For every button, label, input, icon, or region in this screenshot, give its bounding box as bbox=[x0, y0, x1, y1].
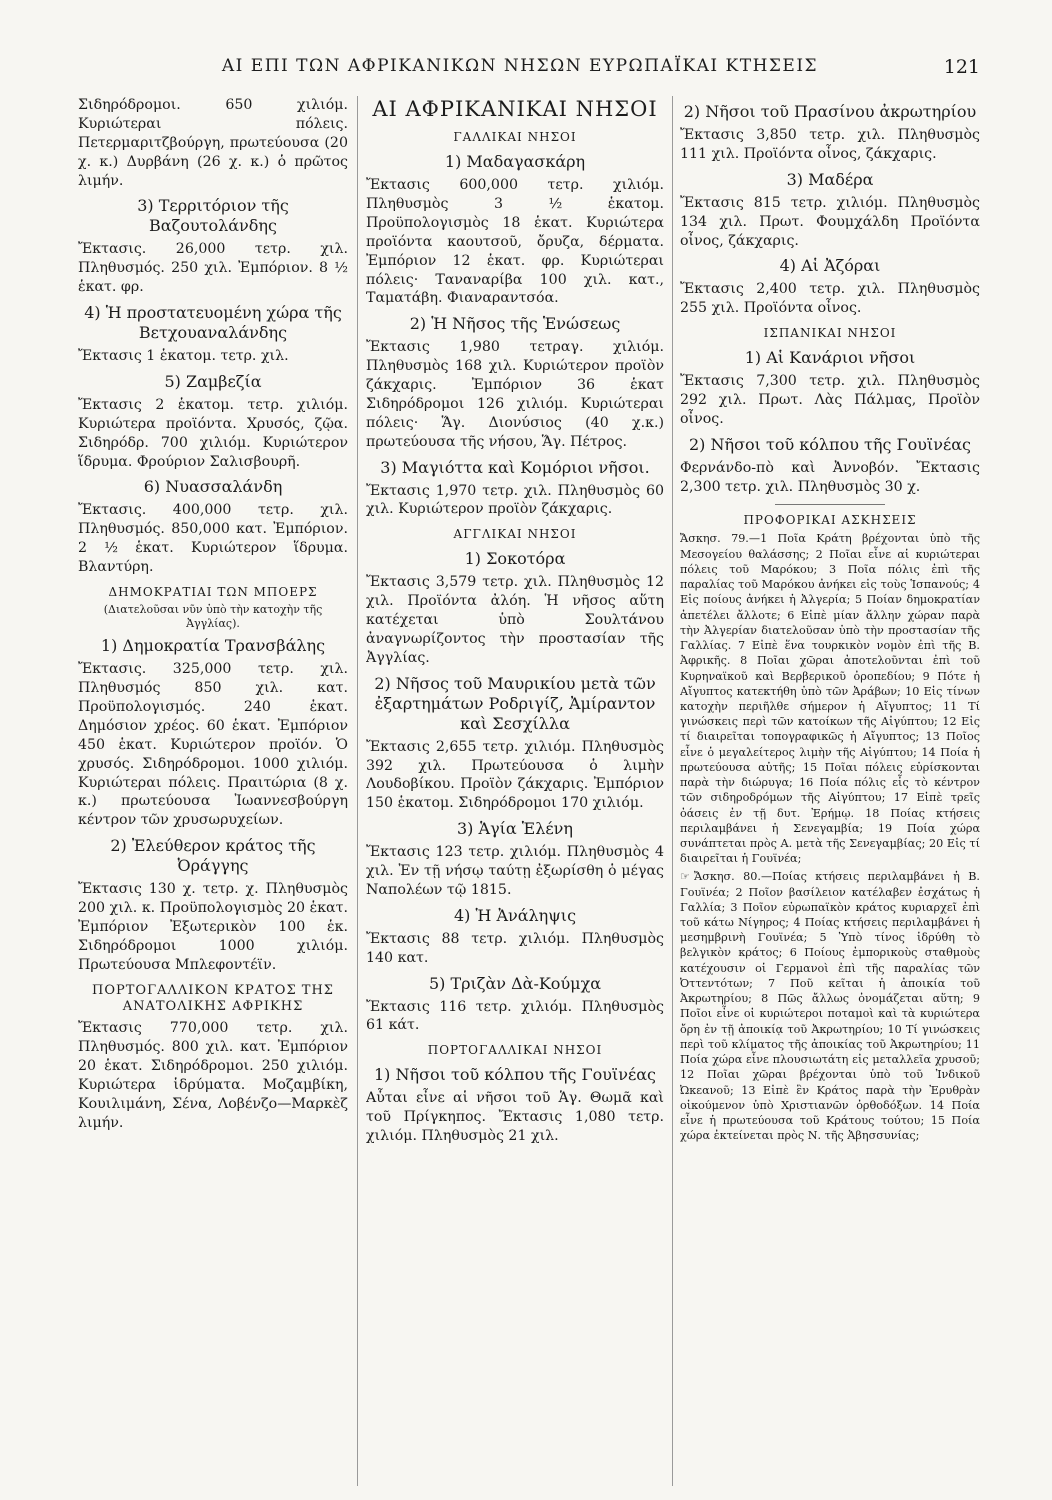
section-title-madeira: 3) Μαδέρα bbox=[786, 169, 874, 189]
column-middle bbox=[366, 96, 664, 1491]
section-title-basutoland: 3) Τερριτόριον τῆς Βαζουτολάνδης bbox=[137, 196, 289, 236]
heading-portuguese-islands: ΠΟΡΤΟΓΑΛΛΙΚΑΙ ΝΗΣΟΙ bbox=[427, 1043, 603, 1058]
paragraph-bechuanaland: Ἔκτασις 1 ἑκατομ. τετρ. χιλ. bbox=[78, 348, 289, 364]
exercise-79-text: —1 Ποῖα Κράτη βρέχονται ὑπὸ τῆς Μεσογείου θαλάσσης; 2 Ποῖαι εἶνε αἱ κυριώτεραι πόλεις τοῦ Μαρόκου; 3 Ποῖα πόλις ἐπὶ τῆς παραλίας τοῦ Μαρόκου ἀνήκει εἰς τοὺς Ἱσπανούς; 4 Εἰς ποίους ἀνήκει ἡ Ἀλγερία; 5 Ποίαν δημοκρατίαν ἀπετέλει ἄλλοτε; 6 Εἰπὲ μίαν ἄλλην χώραν παρὰ τὴν Ἀλγερίαν διατελοῦσαν ὑπὸ τὴν προστασίαν τῆς Γαλλίας. 7 Εἰπὲ ἕνα τουρκικὸν νομὸν ἐπὶ τῆς Β. Ἀφρικῆς. 8 Ποῖαι χῶραι ἀποτελοῦνται ἐπὶ τοῦ Κυρηναϊκοῦ καὶ Βερβερικοῦ ὀροπεδίου; 9 Πότε ἡ Αἴγυπτος κατεκτήθη ὑπὸ τῶν Ἀράβων; 10 Εἰς τίνων κατοχὴν περιῆλθε σήμερον ἡ Αἴγυπτος; 11 Τί γινώσκεις περὶ τῶν κατοίκων τῆς Αἰγύπτου; 12 Εἰς τί διαιρεῖται τοπογραφικῶς ἡ Αἴγυπτος; 13 Ποῖος εἶνε ὁ μεγαλείτερος λιμὴν τῆς Αἰγύπτου; 14 Ποία ἡ πρωτεύουσα αὐτῆς; 15 Ποῖαι πόλεις εὑρίσκονται παρὰ τὴν διώρυγα; 16 Ποία πόλις εἶς τὸ κέντρον τῶν σιδηροδρόμων τῆς Αἰγύπτου; 17 Εἰπὲ τρεῖς ὀάσεις ἐν τῇ δυτ. Ἐρήμῳ. 18 Ποίας κτήσεις περιλαμβάνει ἡ Σενεγαμβία; 19 Ποία χώρα συνάπτεται πρὸς Α. μετὰ τῆς Σενεγαμβίας; 20 Εἰς τί διαιρεῖται ἡ Γουϊνέα; bbox=[680, 532, 980, 866]
exercise-79-label: Ἄσκησ. 79. bbox=[680, 532, 749, 546]
paragraph-madagascar: Ἔκτασις 600,000 τετρ. χιλιόμ. Πληθυσμὸς 3 ½ ἑκατομ. Προϋπολογισμὸς 18 ἑκατ. Κυριώτερα προϊόντα καουτσοῦ, ὄρυζα, δέρματα. Ἐμπόριον 12 ἑκατ. φρ. Κυριώτεραι πόλεις· Ταναναρίβα 100 χιλ. κατ., Ταματάβη. Φιαναραντσόα. bbox=[366, 177, 664, 307]
exercise-80-text: —Ποίας κτήσεις περιλαμβάνει ἡ Β. Γουϊνέα; 2 Ποῖον βασίλειον κατέλαβεν ἐσχάτως ἡ Γαλλία; 3 Ποῖον εὐρωπαϊκὸν κράτος κυριαρχεῖ ἐπὶ τοῦ κάτω Νίγηρος; 4 Ποίας κτήσεις περιλαμβάνει ἡ μεσημβρινὴ Γουϊνέα; 5 Ὑπὸ τίνος ἱδρύθη τὸ βελγικὸν κράτος; 6 Ποίους ἐμπορικοὺς σταθμοὺς κατέχουσιν οἱ Γερμανοὶ ἐπὶ τῆς παραλίας τῶν Ὀττεντότων; 7 Ποῦ κεῖται ἡ ἀποικία τοῦ Ἀκρωτηρίου; 8 Πῶς ἄλλως ὀνομάζεται αὕτη; 9 Ποῖοι εἶνε οἱ κυριώτεροι ποταμοὶ καὶ τὰ κυριώτερα ὄρη ἐν τῇ ἀποικίᾳ τοῦ Ἀκρωτηρίου; 10 Τί γινώσκεις περὶ τοῦ κλίματος τῆς ἀποικίας τοῦ Ἀκρωτηρίου; 11 Ποία χώρα εἶνε πλουσιωτάτη εἰς μεταλλεῖα χρυσοῦ; 12 Ποῖαι χῶραι βρέχονται ὑπὸ τοῦ Ἰνδικοῦ Ὠκεανοῦ; 13 Εἰπὲ ἓν Κράτος παρὰ τὴν Ἐρυθρὰν οἰκούμενον ὑπὸ Χριστιανῶν ὀρθοδόξων. 14 Ποία εἶνε ἡ πρωτεύουσα τοῦ Κράτους τούτου; 15 Ποία χώρα ἐκτείνεται πρὸς Ν. τῆς Ἀβησσυνίας; bbox=[680, 869, 980, 1143]
section-title-bechuanaland: 4) Ἡ προστατευομένη χώρα τῆς Βετχουαναλάνδης bbox=[84, 303, 342, 342]
paragraph-zambezia: Ἔκτασις 2 ἑκατομ. τετρ. χιλιόμ. Κυριώτερα προϊόντα. Χρυσός, ζῷα. Σιδηρόδρ. 700 χιλιόμ. Κυριώτερον ἵδρυμα. Φρούριον Σαλισβουρῆ. bbox=[78, 396, 348, 470]
paragraph-gulf-of-guinea-islands: Αὗται εἶνε αἱ νῆσοι τοῦ Ἁγ. Θωμᾶ καὶ τοῦ Πρίγκηπος. Ἔκτασις 1,080 τετρ. χιλιόμ. Πληθυσμὸς 21 χιλ. bbox=[366, 1090, 664, 1144]
section-title-reunion: 2) Ἡ Νῆσος τῆς Ἑνώσεως bbox=[409, 314, 621, 334]
column-right bbox=[680, 96, 980, 1491]
paragraph-ascension: Ἔκτασις 88 τετρ. χιλιόμ. Πληθυσμὸς 140 κατ. bbox=[366, 930, 664, 966]
heading-french-islands: ΓΑΛΛΙΚΑΙ ΝΗΣΟΙ bbox=[453, 130, 577, 145]
paragraph-saint-helena: Ἔκτασις 123 τετρ. χιλιόμ. Πληθυσμὸς 4 χιλ. Ἐν τῇ νήσῳ ταύτῃ ἐξωρίσθη ὁ μέγας Ναπολέων τῷ 1815. bbox=[366, 844, 664, 898]
exercise-80 bbox=[680, 869, 980, 1144]
section-title-transvaal: 1) Δημοκρατία Τρανσβάλης bbox=[100, 636, 326, 656]
paragraph-nyasaland: Ἔκτασις. 400,000 τετρ. χιλ. Πληθυσμός. 850,000 κατ. Ἐμπόριον. 2 ½ ἑκατ. Κυριώτερον ἵδρυμα. Βλαντύρη. bbox=[78, 502, 348, 575]
paragraph-transvaal: Ἔκτασις. 325,000 τετρ. χιλ. Πληθυσμός 850 χιλ. κατ. Προϋπολογισμός. 240 ἑκατ. Δημόσιον χρέος. 60 ἑκατ. Ἐμπόριον 450 ἑκατ. Κυριώτερον προϊόν. Ὁ χρυσός. Σιδηρόδρομοι. 1000 χιλιόμ. Κυριώτεραι πόλεις. Πραιτώρια (8 χ. κ.) πρωτεύουσα Ἰωαννεσβούργη κέντρον τῶν χρυσωρυχείων. bbox=[78, 661, 348, 829]
paragraph-cape-verde: Ἔκτασις 3,850 τετρ. χιλ. Πληθυσμὸς 111 χιλ. Προϊόντα οἶνος, ζάκχαρις. bbox=[680, 127, 980, 162]
paragraph-mayotte-comoros: Ἔκτασις 1,970 τετρ. χιλ. Πληθυσμὸς 60 χιλ. Κυριώτερον προϊὸν ζάκχαρις. bbox=[366, 482, 664, 518]
paragraph-portuguese-east-africa: Ἔκτασις 770,000 τετρ. χιλ. Πληθυσμός. 800 χιλ. κατ. Ἐμπόριον 20 ἑκατ. Σιδηρόδρομοι. 250 χιλιόμ. Κυριώτερα ἱδρύματα. Μοζαμβίκη, Κουιλιμάνη, Σένα, Λοβένζο—Μαρκὲζ λιμήν. bbox=[78, 1020, 348, 1131]
section-title-saint-helena: 3) Ἁγία Ἑλένη bbox=[457, 819, 573, 839]
paragraph-basutoland: Ἔκτασις. 26,000 τετρ. χιλ. Πληθυσμός. 250 χιλ. Ἐμπόριον. 8 ½ ἑκατ. φρ. bbox=[78, 241, 348, 296]
section-title-gulf-of-guinea-islands: 1) Νῆσοι τοῦ κόλπου τῆς Γουϊνέας bbox=[373, 1065, 657, 1085]
heading-english-islands: ΑΓΓΛΙΚΑΙ ΝΗΣΟΙ bbox=[453, 527, 577, 542]
section-title-mauritius: 2) Νῆσος τοῦ Μαυρικίου μετὰ τῶν ἐξαρτημάτων Ροδριγίζ, Ἀμίραντον καὶ Σεσχίλλα bbox=[374, 673, 656, 733]
paragraph-azores: Ἔκτασις 2,400 τετρ. χιλ. Πληθυσμὸς 255 χιλ. Προϊόντα οἶνος. bbox=[680, 281, 980, 317]
divider-rule bbox=[775, 504, 885, 505]
heading-boer-republics: ΔΗΜΟΚΡΑΤΙΑΙ ΤΩΝ ΜΠΟΕΡΣ bbox=[108, 584, 318, 599]
exercise-79 bbox=[680, 531, 980, 866]
section-title-tristan-da-cunha: 5) Τριζὰν Δὰ-Κούμχα bbox=[428, 973, 602, 993]
heading-oral-exercises: ΠΡΟΦΟΡΙΚΑΙ ΑΣΚΗΣΕΙΣ bbox=[743, 513, 917, 528]
section-title-azores: 4) Αἱ Ἀζόραι bbox=[779, 256, 881, 276]
paragraph-spanish-guinea-islands: Φερνάνδο-πὸ καὶ Ἀννοβόν. Ἔκτασις 2,300 τετρ. χιλ. Πληθυσμὸς 30 χ. bbox=[680, 459, 980, 495]
pointing-hand-icon: ☞ bbox=[680, 869, 690, 883]
section-title-socotra: 1) Σοκοτόρα bbox=[464, 549, 566, 569]
page-header bbox=[60, 56, 980, 86]
paragraph-reunion: Ἔκτασις 1,980 τετραγ. χιλιόμ. Πληθυσμὸς 168 χιλ. Κυριώτερον προϊὸν ζάκχαρις. Ἐμπόριον 36 ἑκατ Σιδηρόδρομοι 126 χιλιόμ. Κυριώτεραι πόλεις· Ἅγ. Διονύσιος (40 χ.κ.) πρωτεύουσα τῆς νήσου, Ἅγ. Πέτρος. bbox=[366, 339, 664, 450]
main-title: ΑΙ ΑΦΡΙΚΑΝΙΚΑΙ ΝΗΣΟΙ bbox=[372, 97, 658, 121]
section-title-mayotte-comoros: 3) Μαγιόττα καὶ Κομόριοι νῆσοι. bbox=[380, 457, 650, 477]
section-title-spanish-guinea-islands: 2) Νῆσοι τοῦ κόλπου τῆς Γουϊνέας bbox=[688, 434, 972, 454]
section-title-ascension: 4) Ἡ Ἀνάληψις bbox=[453, 905, 577, 925]
paragraph-tristan-da-cunha: Ἔκτασις 116 τετρ. χιλιόμ. Πληθυσμὸς 61 κάτ. bbox=[366, 998, 664, 1034]
heading-spanish-islands: ΙΣΠΑΝΙΚΑΙ ΝΗΣΟΙ bbox=[763, 326, 897, 341]
section-title-madagascar: 1) Μαδαγασκάρη bbox=[444, 152, 586, 172]
column-divider bbox=[672, 96, 673, 1486]
column-left bbox=[78, 96, 348, 1491]
paragraph-madeira: Ἔκτασις 815 τετρ. χιλιόμ. Πληθυσμὸς 134 χιλ. Πρωτ. Φουμχάλδη Προϊόντα οἶνος, ζάκχαρις. bbox=[680, 194, 980, 249]
paragraph-mauritius: Ἔκτασις 2,655 τετρ. χιλιόμ. Πληθυσμὸς 392 χιλ. Πρωτεύουσα ὁ λιμὴν Λουδοβίκου. Προϊὸν ζάκχαρις. Ἐμπόριον 150 ἑκατομ. Σιδηρόδρομοι 170 χιλιόμ. bbox=[366, 738, 664, 812]
paragraph-orange-free-state: Ἔκτασις 130 χ. τετρ. χ. Πληθυσμὸς 200 χιλ. κ. Προϋπολογισμὸς 20 ἑκατ. Ἐμπόριον Ἐξωτερικὸν 100 ἑκ. Σιδηρόδρομοι 1000 χιλιόμ. Πρωτεύουσα Μπλεφοντέϊν. bbox=[78, 881, 348, 973]
page-number: 121 bbox=[943, 56, 980, 78]
section-title-orange-free-state: 2) Ἐλεύθερον κράτος τῆς Ὀράγγης bbox=[110, 836, 316, 876]
running-title: ΑΙ ΕΠΙ ΤΩΝ ΑΦΡΙΚΑΝΙΚΩΝ ΝΗΣΩΝ ΕΥΡΩΠΑΪΚΑΙ ΚΤΗΣΕΙΣ bbox=[221, 56, 819, 76]
paragraph-natal-intro: Σιδηρόδρομοι. 650 χιλιόμ. Κυριώτεραι πόλεις. Πετερμαριτζβούργη, πρωτεύουσα (20 χ. κ.) Δυρβάνη (26 χ. κ.) ὁ πρῶτος λιμήν. bbox=[78, 97, 348, 189]
section-title-zambezia: 5) Ζαμβεζία bbox=[164, 371, 262, 391]
section-title-nyasaland: 6) Νυασσαλάνδη bbox=[143, 477, 283, 497]
section-title-canary-islands: 1) Αἱ Κανάριοι νῆσοι bbox=[744, 348, 916, 368]
exercise-80-label: Ἄσκησ. 80. bbox=[694, 869, 761, 883]
column-divider bbox=[357, 96, 358, 1486]
note-boer-republics: (Διατελοῦσαι νῦν ὑπὸ τὴν κατοχὴν τῆς Ἀγγλίας). bbox=[103, 602, 323, 630]
section-title-cape-verde: 2) Νῆσοι τοῦ Πρασίνου ἀκρωτηρίου bbox=[683, 102, 977, 121]
paragraph-canary-islands: Ἔκτασις 7,300 τετρ. χιλ. Πληθυσμὸς 292 χιλ. Πρωτ. Λὰς Πάλμας, Προϊὸν οἶνος. bbox=[680, 373, 980, 427]
heading-portuguese-east-africa: ΠΟΡΤΟΓΑΛΛΙΚΟΝ ΚΡΑΤΟΣ ΤΗΣ ΑΝΑΤΟΛΙΚΗΣ ΑΦΡΙΚΗΣ bbox=[92, 982, 334, 1015]
paragraph-socotra: Ἔκτασις 3,579 τετρ. χιλ. Πληθυσμὸς 12 χιλ. Προϊόντα ἀλόη. Ἡ νῆσος αὕτη κατέχεται ὑπὸ Σουλτάνου ἀναγνωρίζοντος τὴν προστασίαν τῆς Ἀγγλίας. bbox=[366, 574, 664, 666]
